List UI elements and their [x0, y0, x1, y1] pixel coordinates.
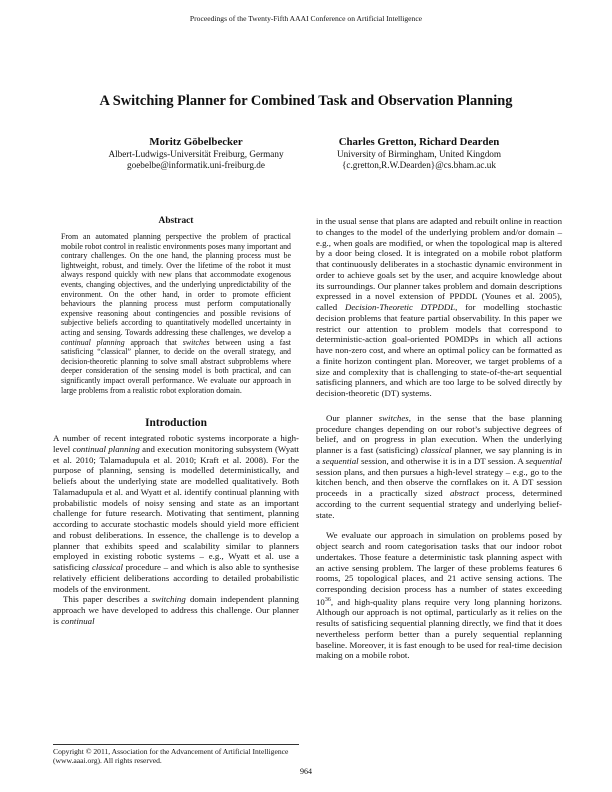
- text-part: session, and otherwise it is in a DT session. A: [358, 455, 526, 466]
- text-part: We evaluate our approach in simulation on problems posed by object search and room categorisation tasks that our indoor robot undertakes. Those feature a deterministic task planning aspect with an active sensing problem. The larger of these problems features 6 rooms, 25 topological places, and 21 active sensing actions. The corresponding decision process has a number of states exceeding 10: [316, 530, 562, 607]
- abstract-text-part: From an automated planning perspective the problem of practical mobile robot control in realistic environments poses many important and contrary challenges. On the one hand, the planning process must be lightweight, robust, and timely. Over the lifetime of the robot it must always respond quickly with new plans that accommodate exogenous events, changing objectives, and the underlying unpredictability of the environment. On the other hand, in order to promote efficient behaviours the planning process must perform computationally expensive reasoning about contingencies and possible revisions of subjective beliefs according to quantitatively modelled uncertainty in acting and sensing. Towards addressing these challenges, we develop a: [61, 232, 291, 337]
- text-part: , in the sense that the base planning procedure changes depending on our robot’s subjective degrees of belief, and on progress in plan execution. When the underlying planner is a fast (satisficing): [316, 412, 562, 455]
- superscript: 36: [324, 596, 331, 603]
- author-email: {c.gretton,R.W.Dearden}@cs.bham.ac.uk: [342, 160, 496, 171]
- text-part: process, determined according to the current sequential strategy and underlying belief-state.: [316, 488, 562, 520]
- copyright-notice: Copyright © 2011, Association for the Advancement of Artificial Intelligence (www.aaai.org). All rights reserved.: [53, 744, 299, 765]
- abstract-heading: Abstract: [158, 216, 194, 226]
- abstract-text: [61, 232, 291, 395]
- text-part: in the usual sense that plans are adapted and rebuilt online in reaction to changes to the model of the underlying problem and/or domain – e.g., when goals are modified, or when the topological map is altered by a door being closed. It is integrated on a mobile robot platform that continuously deliberates in a stochastic dynamic environment in order to achieve goals set by the user, and acquire knowledge about its surroundings. Our planner takes problem and domain descriptions expressed in a novel extension of PPDDL (Younes et al. 2005), called: [316, 216, 562, 312]
- page-number: 964: [300, 767, 312, 776]
- text-part: and execution monitoring subsystem (Wyatt et al. 2010; Talamadupula et al. 2010; Kraft et al. 2008). For the purpose of planning, sensing is modelled deterministically, and beliefs about the underlying state are modelled qualitatively. Both Talamadupula et al. and Wyatt et al. identify continual planning with probabilistic models of noisy sensing and state as an important challenge for future research. Motivating that sentiment, planning according to accurate stochastic models should yield more efficient and robust deliberations. In essence, the challenge is to develop a planner that exhibits speed and scalability similar to planners employed in existing robotic systems – e.g., Wyatt et al. use a satisficing: [53, 443, 299, 573]
- text-part: A number of recent integrated robotic systems incorporate a high-level: [53, 433, 299, 454]
- emphasis: continual planning: [72, 443, 140, 454]
- author-block-left: [76, 136, 316, 171]
- intro-paragraph-3: [316, 413, 562, 521]
- emphasis: Decision-Theoretic DTPDDL: [344, 302, 456, 312]
- emphasis: classical: [92, 562, 123, 573]
- intro-paragraph-2-continued: [316, 216, 562, 399]
- text-part: session plans, and then pursues a high-level strategy – e.g., go to the kitchen bench, and then observe the cornflakes on it. A DT session proceeds in a practically sized: [316, 466, 562, 498]
- text-part: This paper describes a: [63, 594, 152, 605]
- emphasis: switching: [151, 594, 186, 605]
- author-block-right: [299, 136, 539, 171]
- left-column: [53, 216, 299, 627]
- author-name: Moritz Göbelbecker: [149, 136, 243, 148]
- emphasis: sequential: [322, 455, 359, 466]
- right-column: [316, 216, 562, 661]
- text-part: domain independent planning approach we have developed to address this challenge. Our planner is: [53, 594, 299, 626]
- intro-paragraph-1: [53, 433, 299, 594]
- intro-paragraph-4: [316, 530, 562, 661]
- text-part: , for modelling stochastic decision problems that feature partial observability. In this paper we restrict our attention to problem models that correspond to deterministic-action goal-oriented POMDPs in which all actions have non-zero cost, and where an optimal policy can be formatted as a finite horizon contingent plan. Moreover, we target problems of a size and complexity that is challenging to state-of-the-art sequential satisficing planners, and which are too large to be solved directly by decision-theoretic (DT) systems.: [316, 302, 562, 398]
- abstract-emphasis: switches: [182, 337, 210, 347]
- author-affiliation: Albert-Ludwigs-Universität Freiburg, Germany: [108, 149, 284, 159]
- text-part: , and high-quality plans require very long planning horizons. Although our approach is not optimal, particularly as it relies on the results of satisficing sequential planning directly, we find that it does nevertheless perform better than a purely sequential replanning baseline. Moreover, it is fast enough to be used for real-time decision making on a mobile robot.: [316, 596, 562, 661]
- emphasis: continual: [61, 615, 95, 626]
- emphasis: sequential: [525, 455, 562, 466]
- text-part: Our planner: [326, 412, 379, 423]
- emphasis: classical: [420, 445, 452, 455]
- abstract-text-part: approach that: [124, 337, 183, 347]
- emphasis: switches: [378, 412, 409, 423]
- text-part: procedure – and which is also able to synthesise relatively efficient deliberations according to detailed probabilistic models of the environment.: [53, 562, 299, 594]
- running-head: Proceedings of the Twenty-Fifth AAAI Conference on Artificial Intelligence: [189, 14, 423, 23]
- paper-title: A Switching Planner for Combined Task and Observation Planning: [99, 93, 513, 109]
- author-affiliation: University of Birmingham, United Kingdom: [336, 149, 502, 159]
- author-email: goebelbe@informatik.uni-freiburg.de: [127, 160, 265, 171]
- intro-paragraph-2: [53, 594, 299, 626]
- abstract-emphasis: continual planning: [61, 337, 125, 347]
- section-heading-introduction: Introduction: [145, 417, 207, 430]
- text-part: planner, we say planning is in a: [316, 445, 562, 466]
- author-name: Charles Gretton, Richard Dearden: [338, 136, 500, 148]
- emphasis: abstract: [449, 488, 479, 498]
- abstract-text-part: between using a fast satisficing “classical” planner, to decide on the overall strategy, and decision-theoretic planning to solve small abstract subproblems where deeper consideration of the sensing model is both practical, and can significantly impact overall performance. We evaluate our approach in large problems from a realistic robot exploration domain.: [61, 337, 291, 395]
